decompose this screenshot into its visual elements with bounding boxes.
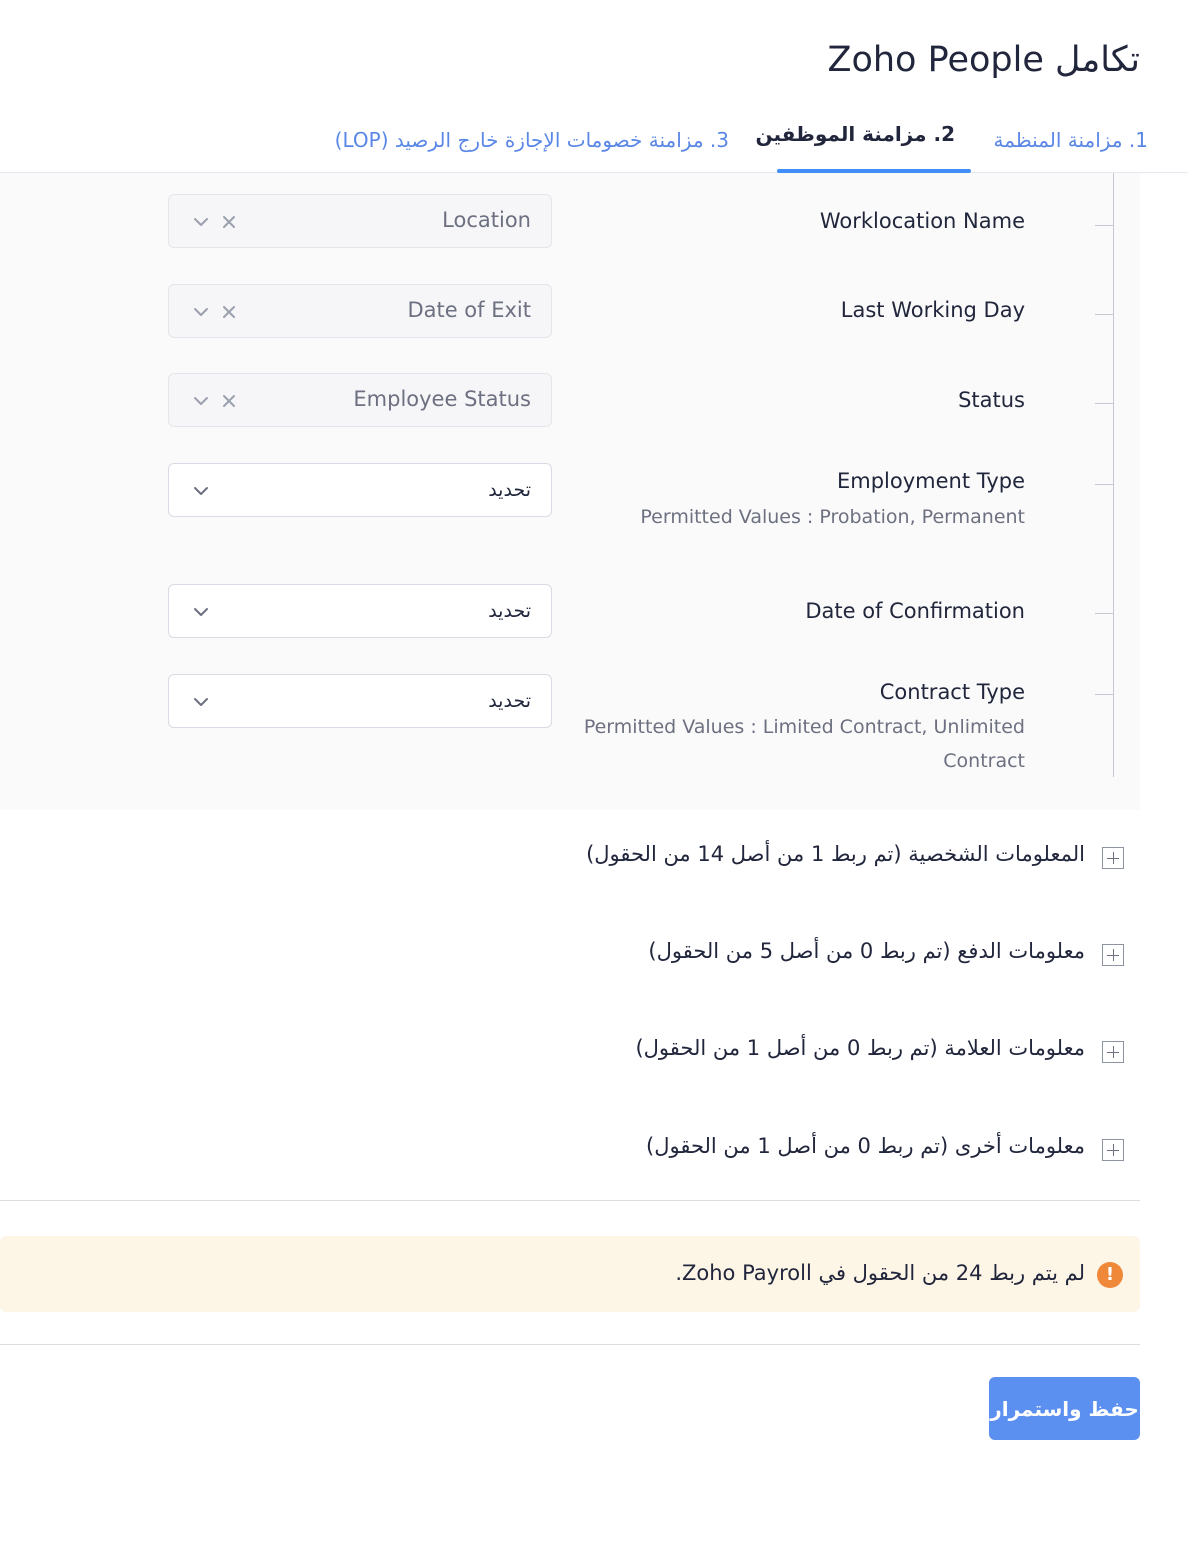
field-label-contract-type: Contract Type <box>879 680 1025 704</box>
clear-icon[interactable] <box>220 303 238 321</box>
divider <box>0 1344 1140 1345</box>
connector-tick <box>1095 314 1113 315</box>
connector-tick <box>1095 613 1113 614</box>
tabs-bar <box>0 110 1188 173</box>
expand-plus-icon[interactable] <box>1102 847 1124 869</box>
field-label-worklocation: Worklocation Name <box>819 209 1025 233</box>
tab-lop-sync[interactable]: 3. مزامنة خصومات الإجازة خارج الرصيد (LOP) <box>334 128 729 152</box>
warning-icon: ! <box>1097 1262 1123 1288</box>
connector-tick <box>1095 694 1113 695</box>
field-label-employment-type: Employment Type <box>837 469 1025 493</box>
section-title[interactable]: المعلومات الشخصية (تم ربط 1 من أصل 14 من الحقول) <box>586 842 1085 866</box>
section-tag-info[interactable] <box>0 1034 1140 1074</box>
connector-tick <box>1095 484 1113 485</box>
expand-plus-icon[interactable] <box>1102 1139 1124 1161</box>
section-title[interactable]: معلومات العلامة (تم ربط 0 من أصل 1 من الحقول) <box>635 1036 1085 1060</box>
clear-icon[interactable] <box>220 392 238 410</box>
connector-tick <box>1095 225 1113 226</box>
select-placeholder: تحديد <box>488 600 531 622</box>
save-and-continue-button[interactable]: حفظ واستمرار <box>989 1377 1140 1440</box>
worklocation-select[interactable] <box>168 194 552 248</box>
unmapped-fields-alert <box>0 1236 1140 1312</box>
chevron-down-icon <box>191 211 211 231</box>
expand-plus-icon[interactable] <box>1102 944 1124 966</box>
divider <box>0 1200 1140 1201</box>
field-label-last-working-day: Last Working Day <box>840 298 1025 322</box>
select-placeholder: تحديد <box>488 479 531 501</box>
field-mapping-panel <box>0 173 1140 810</box>
connector-tick <box>1095 403 1113 404</box>
expand-plus-icon[interactable] <box>1102 1041 1124 1063</box>
field-label-date-of-confirmation: Date of Confirmation <box>805 599 1025 623</box>
last-working-day-select[interactable] <box>168 284 552 338</box>
select-value: Date of Exit <box>407 298 531 322</box>
field-hint-employment-type: Permitted Values : Probation, Permanent <box>640 506 1025 528</box>
section-title[interactable]: معلومات الدفع (تم ربط 0 من أصل 5 من الحقول) <box>648 939 1085 963</box>
section-personal-info[interactable] <box>0 840 1140 880</box>
connector-line <box>1113 173 1114 777</box>
contract-type-select[interactable] <box>168 674 552 728</box>
chevron-down-icon <box>191 601 211 621</box>
clear-icon[interactable] <box>220 213 238 231</box>
select-value: Location <box>442 208 531 232</box>
chevron-down-icon <box>191 390 211 410</box>
field-label-status: Status <box>958 388 1025 412</box>
section-other-info[interactable] <box>0 1132 1140 1172</box>
section-title[interactable]: معلومات أخرى (تم ربط 0 من أصل 1 من الحقول) <box>646 1134 1085 1158</box>
date-of-confirmation-select[interactable] <box>168 584 552 638</box>
chevron-down-icon <box>191 691 211 711</box>
page-title: تكامل Zoho People <box>827 40 1140 80</box>
alert-text: لم يتم ربط 24 من الحقول في Zoho Payroll. <box>675 1261 1085 1285</box>
tab-organization-sync[interactable]: 1. مزامنة المنظمة <box>993 128 1148 152</box>
select-placeholder: تحديد <box>488 690 531 712</box>
field-hint-contract-type: Permitted Values : Limited Contract, Unlimited Contract <box>583 716 1025 772</box>
select-value: Employee Status <box>353 387 531 411</box>
employment-type-select[interactable] <box>168 463 552 517</box>
status-select[interactable] <box>168 373 552 427</box>
section-payment-info[interactable] <box>0 937 1140 977</box>
chevron-down-icon <box>191 301 211 321</box>
chevron-down-icon <box>191 480 211 500</box>
tab-employee-sync[interactable]: 2. مزامنة الموظفين <box>755 122 955 146</box>
